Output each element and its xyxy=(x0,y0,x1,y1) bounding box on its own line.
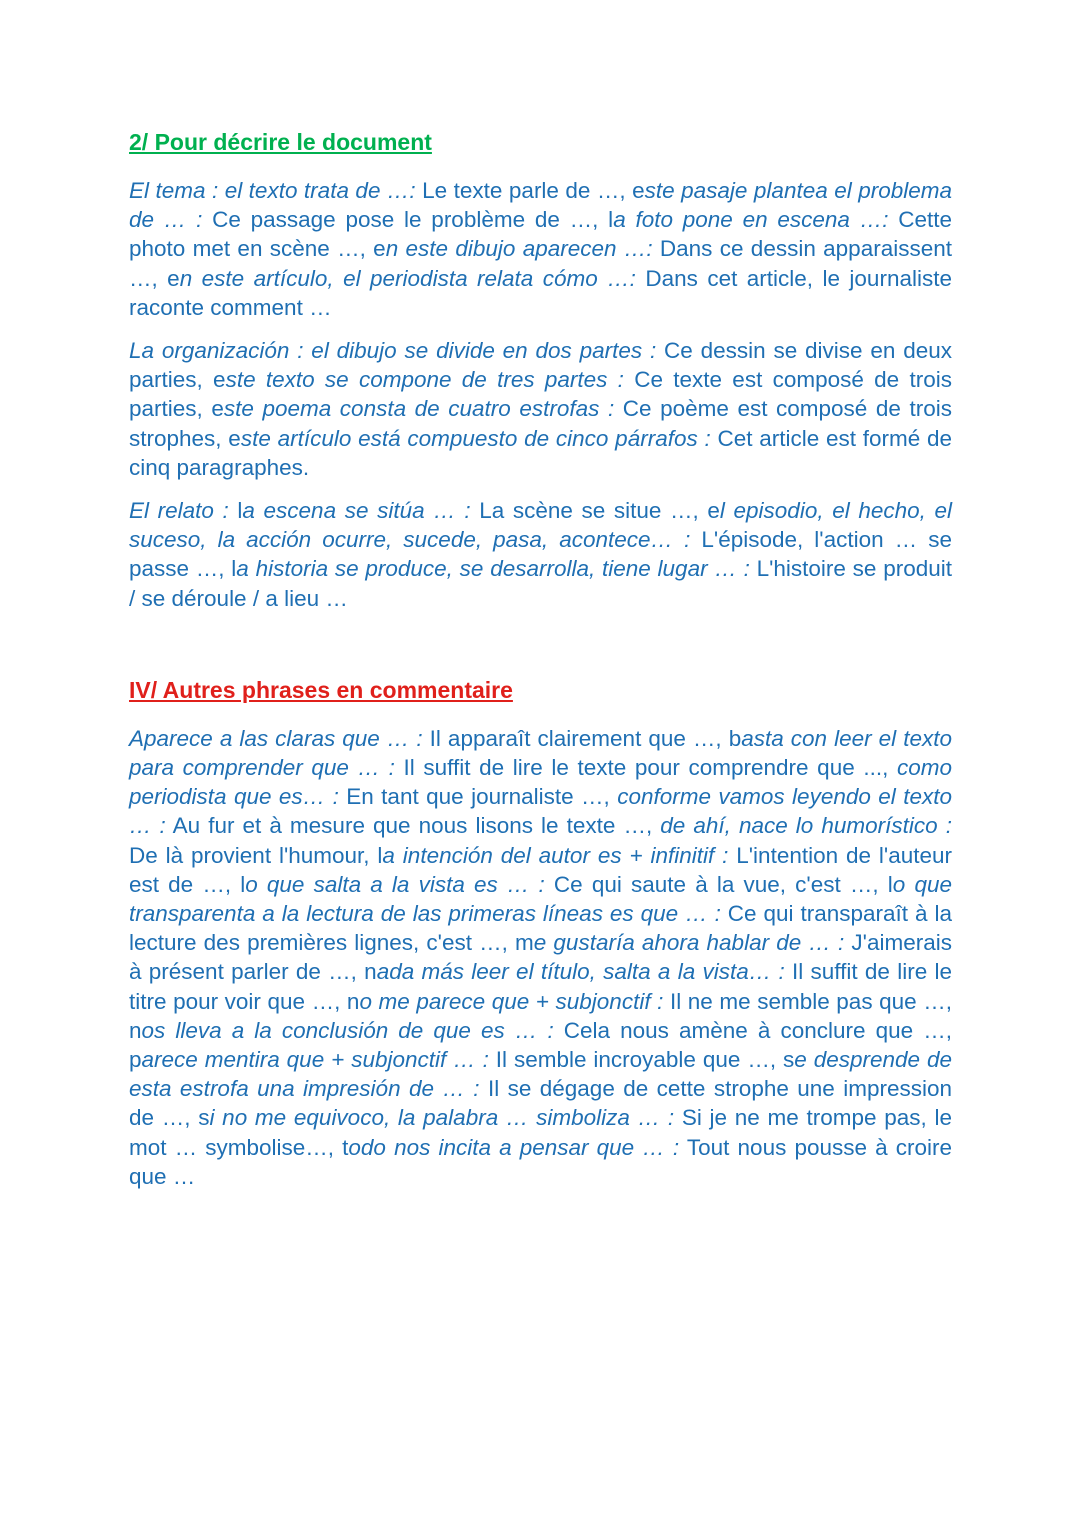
spanish-phrase: l episodio, el hecho, el suceso, la acción ocurre, sucede, pasa, acontece… : xyxy=(129,498,953,553)
french-translation: Au fur et à mesure que nous lisons le texte …, xyxy=(165,813,661,839)
spanish-phrase: ste texto se compone de tres partes : xyxy=(225,367,624,393)
spanish-phrase: a foto pone en escena …: xyxy=(613,207,889,233)
paragraph xyxy=(129,336,952,482)
french-translation: Dans cet article, le journaliste raconte comment … xyxy=(129,265,952,320)
spanish-phrase: El relato : xyxy=(129,498,229,524)
spanish-phrase: El tema : el texto trata de …: xyxy=(129,178,416,203)
spanish-phrase: asta con leer el texto para comprender que … : xyxy=(129,725,952,781)
french-translation: Le texte parle de …, e xyxy=(415,178,645,203)
spanish-phrase: Aparece a las claras que … : xyxy=(129,725,423,751)
spanish-phrase: os lleva a la conclusión de que es … : xyxy=(141,1017,554,1043)
spanish-phrase: e gustaría ahora hablar de … : xyxy=(533,930,845,956)
spanish-phrase: conforme vamos leyendo el texto … : xyxy=(129,784,952,839)
spanish-phrase: a historia se produce, se desarrolla, tiene lugar … : xyxy=(236,556,750,582)
french-translation: Il se dégage de cette strophe une impression de …, s xyxy=(129,1076,952,1131)
french-translation: Il apparaît clairement que …, b xyxy=(422,725,742,751)
paragraph xyxy=(129,176,952,322)
spanish-phrase: o que transparenta a la lectura de las primeras líneas es que … : xyxy=(129,871,952,927)
spanish-phrase: a escena se sitúa … : xyxy=(242,498,471,524)
document-page xyxy=(129,126,952,1205)
spanish-phrase: de ahí, nace lo humorístico : xyxy=(660,813,952,839)
spanish-phrase: a intención del autor es + infinitif : xyxy=(382,842,729,868)
spanish-phrase: como periodista que es… : xyxy=(129,755,952,810)
spanish-phrase: n este artículo, el periodista relata cómo …: xyxy=(179,265,636,291)
spanish-phrase: ste poema consta de cuatro estrofas : xyxy=(223,396,615,422)
spanish-phrase: o que salta a la vista es … : xyxy=(245,871,545,897)
spanish-phrase: n este dibujo aparecen …: xyxy=(385,236,653,262)
french-translation: Dans ce dessin apparaissent …, e xyxy=(129,236,952,291)
spanish-phrase: arece mentira que + subjonctif … : xyxy=(141,1047,489,1073)
french-translation: Tout nous pousse à croire que … xyxy=(129,1134,953,1189)
section-describe-document xyxy=(129,176,952,613)
french-translation: Il suffit de lire le texte pour comprendre que ..., xyxy=(394,755,897,781)
french-translation: Ce poème est composé de trois strophes, e xyxy=(129,396,952,451)
french-translation: L'histoire se produit / se déroule / a lieu … xyxy=(129,556,952,611)
spanish-phrase: La organización : el dibujo se divide en dos partes : xyxy=(129,338,657,364)
french-translation: Ce qui transparaît à la lecture des premières lignes, c'est …, m xyxy=(129,901,952,956)
spanish-phrase: odo nos incita a pensar que … : xyxy=(348,1134,680,1160)
french-translation: Ce passage pose le problème de …, l xyxy=(202,207,614,233)
french-translation: Il ne me semble pas que …, n xyxy=(129,988,952,1043)
french-translation: Ce texte est composé de trois parties, e xyxy=(129,367,952,422)
french-translation: L'épisode, l'action … se passe …, l xyxy=(129,527,952,582)
french-translation: L'intention de l'auteur est de …, l xyxy=(129,842,952,897)
french-translation: Il semble incroyable que …, s xyxy=(488,1047,795,1073)
spanish-phrase: e desprende de esta estrofa una impresión de … : xyxy=(129,1047,952,1102)
spanish-phrase: ste pasaje plantea el problema de … : xyxy=(129,178,952,233)
french-translation: Ce qui saute à la vue, c'est …, l xyxy=(544,871,893,897)
french-translation: l xyxy=(228,498,243,524)
spanish-phrase: o me parece que + subjonctif : xyxy=(359,988,664,1014)
paragraph xyxy=(129,724,952,1191)
french-translation: Si je ne me trompe pas, le mot … symbolise…, t xyxy=(129,1105,953,1160)
french-translation: En tant que journaliste …, xyxy=(338,784,618,810)
paragraph xyxy=(129,496,952,613)
french-translation: J'aimerais à présent parler de …, n xyxy=(129,930,952,985)
french-translation: Il suffit de lire le titre pour voir que …, n xyxy=(129,959,952,1014)
section-other-phrases xyxy=(129,724,952,1191)
french-translation: De là provient l'humour, l xyxy=(129,842,383,868)
section-title-describe-document: 2/ Pour décrire le document xyxy=(129,129,432,155)
spanish-phrase: ste artículo está compuesto de cinco párrafos : xyxy=(240,425,711,451)
french-translation: Cet article est formé de cinq paragraphes. xyxy=(129,425,952,480)
section-gap xyxy=(129,627,952,674)
spanish-phrase: i no me equivoco, la palabra … simboliza … : xyxy=(209,1105,675,1131)
french-translation: Cela nous amène à conclure que …, p xyxy=(129,1017,952,1073)
spanish-phrase: ada más leer el título, salta a la vista… : xyxy=(376,959,785,985)
french-translation: Cette photo met en scène …, e xyxy=(129,207,953,262)
french-translation: La scène se situe …, e xyxy=(470,498,720,524)
section-title-other-phrases: IV/ Autres phrases en commentaire xyxy=(129,676,513,703)
french-translation: Ce dessin se divise en deux parties, e xyxy=(129,338,952,393)
